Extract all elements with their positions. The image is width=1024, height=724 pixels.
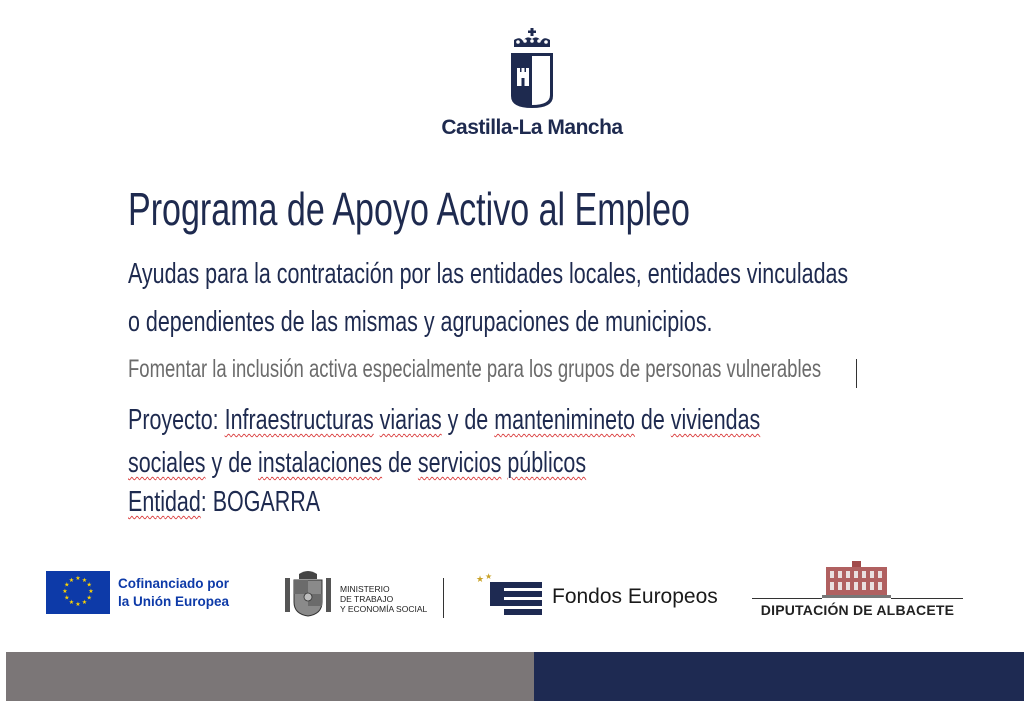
- project-word: viviendas: [670, 404, 761, 436]
- spain-coat-of-arms-icon: [283, 568, 333, 625]
- ministry-line-2: DE TRABAJO: [340, 594, 394, 604]
- svg-text:★: ★: [485, 572, 493, 581]
- entity-line: [128, 486, 320, 519]
- page-title: Programa de Apoyo Activo al Empleo: [128, 183, 690, 235]
- footer-bar-navy: [534, 652, 1024, 701]
- project-line-1: [128, 404, 760, 437]
- ministry-name: [340, 584, 427, 614]
- project-word: viarias: [379, 404, 442, 436]
- project-word: instalaciones: [258, 447, 383, 479]
- svg-text:★: ★: [64, 581, 70, 589]
- svg-text:★: ★: [68, 599, 75, 607]
- svg-text:★: ★: [62, 588, 68, 595]
- inclusion-note: Fomentar la inclusión activa especialmente para los grupos de personas vulnerables: [128, 355, 822, 383]
- entity-label: Entidad: [128, 486, 201, 518]
- logo-text: Castilla-La Mancha: [441, 116, 623, 139]
- eu-line-1: Cofinanciado por: [118, 576, 229, 591]
- project-word: y de: [211, 447, 253, 479]
- entity-value: BOGARRA: [212, 486, 321, 518]
- project-word: sociales: [128, 447, 206, 479]
- ministry-line-3: Y ECONOMÍA SOCIAL: [340, 604, 428, 614]
- svg-text:★: ★: [68, 576, 75, 584]
- ministry-line-1: MINISTERIO: [340, 584, 390, 594]
- svg-text:★: ★: [75, 575, 81, 582]
- project-label: Proyecto:: [128, 404, 219, 436]
- svg-text:★: ★: [64, 594, 70, 602]
- svg-text:★: ★: [86, 581, 92, 589]
- subtitle-line-1: Ayudas para la contratación por las entidades locales, entidades vinculadas: [128, 258, 849, 290]
- svg-text:★: ★: [81, 599, 88, 607]
- project-word: Infraestructuras: [224, 404, 374, 436]
- eu-flag-icon: [46, 571, 110, 614]
- footer-bar-grey: [6, 652, 534, 701]
- svg-text:★: ★: [88, 588, 94, 595]
- fondos-europeos-icon: [476, 572, 546, 625]
- divider: [891, 598, 963, 599]
- project-word: públicos: [507, 447, 587, 479]
- subtitle-line-2: o dependientes de las mismas y agrupaciones de municipios.: [128, 306, 713, 338]
- castle-crest-icon: [508, 28, 556, 112]
- divider: [752, 598, 822, 599]
- eu-cofinancing-text: [118, 575, 229, 611]
- divider: [443, 578, 444, 618]
- diputacion-text: DIPUTACIÓN DE ALBACETE: [760, 602, 955, 618]
- eu-line-2: la Unión Europea: [118, 594, 230, 609]
- svg-text:★: ★: [476, 575, 485, 585]
- fondos-europeos-text: Fondos Europeos: [552, 585, 718, 608]
- diputacion-building-icon: [822, 561, 891, 604]
- project-word: y de: [447, 404, 489, 436]
- text-cursor: [856, 359, 857, 388]
- castilla-la-mancha-logo: [440, 28, 624, 144]
- svg-text:★: ★: [75, 601, 81, 608]
- entity-colon: :: [200, 486, 207, 518]
- project-word: de: [640, 404, 665, 436]
- svg-text:★: ★: [81, 576, 88, 584]
- project-word: de: [388, 447, 412, 479]
- project-word: servicios: [417, 447, 502, 479]
- project-word: mantenimineto: [494, 404, 635, 436]
- project-line-2: [128, 447, 586, 480]
- svg-text:★: ★: [86, 594, 92, 602]
